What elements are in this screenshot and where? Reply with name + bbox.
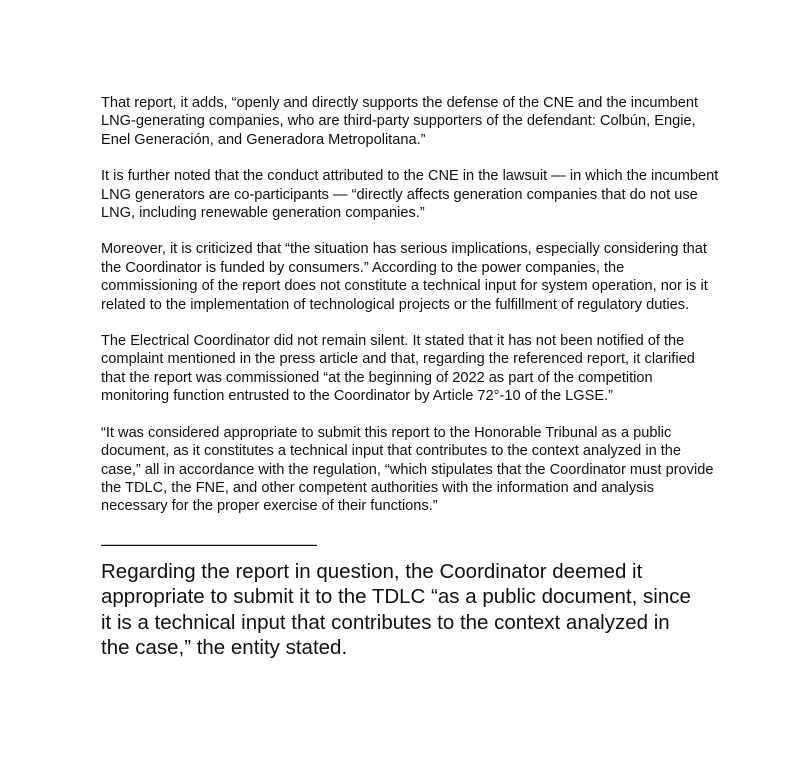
pull-quote: Regarding the report in question, the Coordinator deemed it appropriate to submit it to the TDLC “as a public document, since it is a technical input that contributes to the context analyzed in the case,” the entity stated. [101,559,691,660]
paragraph-1: That report, it adds, “openly and directly supports the defense of the CNE and the incumbent LNG-generating companies, who are third-party supporters of the defendant: Colbún, Engie, Enel Generación, and Generadora Metropolitana.” [101,95,699,148]
paragraph-4: The Electrical Coordinator did not remain silent. It stated that it has not been notified of the complaint mentioned in the press article and that, regarding the referenced report, it clarified that the report was commissioned “at the beginning of 2022 as part of the competition monitoring function entrusted to the Coordinator by Article 72°-10 of the LGSE.” [101,333,695,405]
section-divider: ———————————— [101,533,317,554]
article-body [101,94,721,661]
paragraph-3: Moreover, it is criticized that “the situation has serious implications, especially considering that the Coordinator is funded by consumers.” According to the power companies, the commissioning of the report does not constitute a technical input for system operation, nor is it related to the implementation of technological projects or the fulfillment of regulatory duties. [101,241,708,313]
paragraph-5: “It was considered appropriate to submit this report to the Honorable Tribunal as a public document, as it constitutes a technical input that contributes to the context analyzed in the case,” all in accordance with the regulation, “which stipulates that the Coordinator must provide the TDLC, the FNE, and other competent authorities with the information and analysis necessary for the proper exercise of their functions.” [101,424,714,515]
paragraph-2: It is further noted that the conduct attributed to the CNE in the lawsuit — in which the incumbent LNG generators are co-participants — “directly affects generation companies that do not use LNG, including renewable generation companies.” [101,168,719,222]
